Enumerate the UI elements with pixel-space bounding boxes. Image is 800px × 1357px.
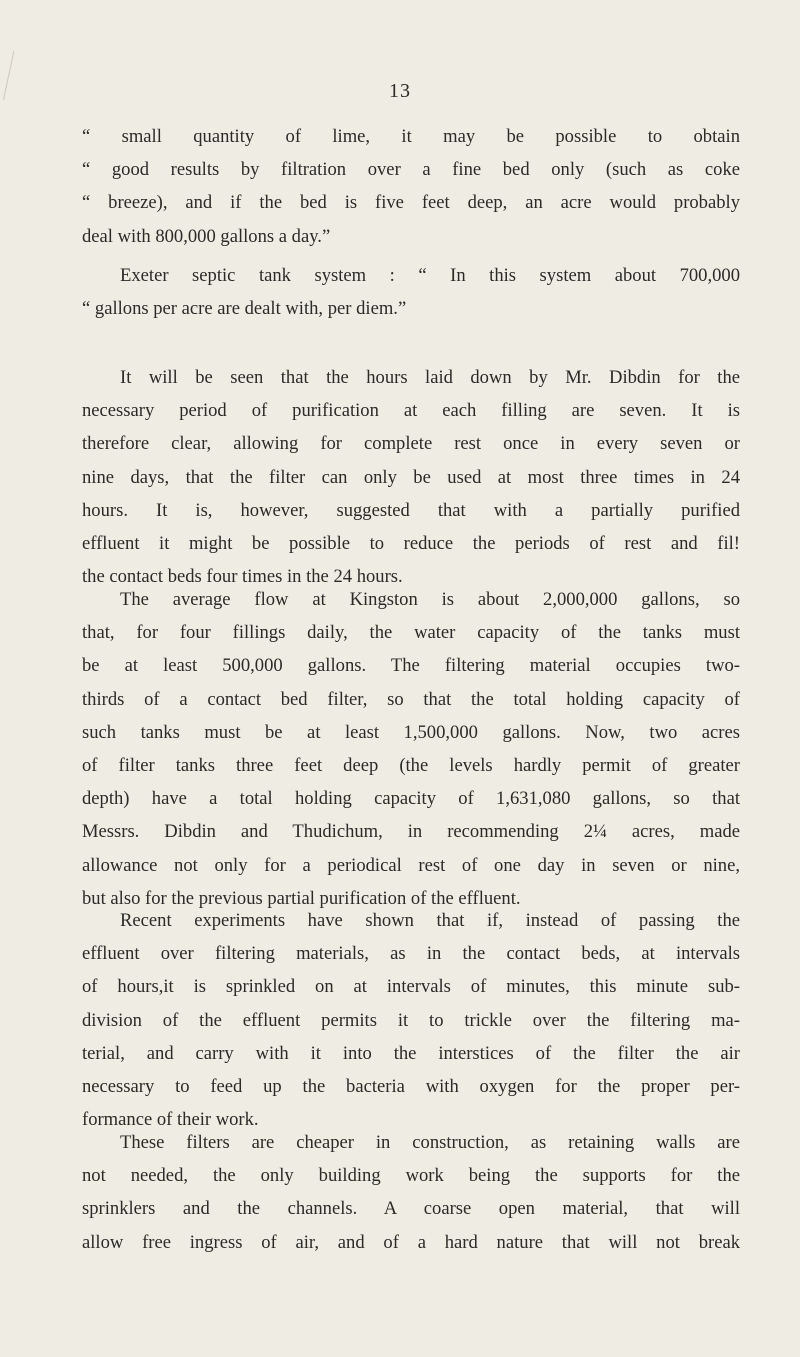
text-line: sprinklers and the channels. A coarse open material, that will	[82, 1198, 740, 1220]
text-line: These filters are cheaper in construction, as retaining walls are	[120, 1132, 740, 1153]
text-line: such tanks must be at least 1,500,000 gallons. Now, two acres	[82, 721, 740, 743]
text-line: necessary to feed up the bacteria with oxygen for the proper per-	[82, 1076, 740, 1098]
text-line: “ breeze), and if the bed is five feet deep, an acre would probably	[82, 192, 740, 214]
paragraph-recent-experiments	[82, 904, 740, 1136]
text-line: Exeter septic tank system : “ In this system about 700,000	[120, 265, 740, 286]
paragraph-filters-cheaper	[82, 1126, 740, 1259]
text-line: the contact beds four times in the 24 hours.	[82, 566, 403, 588]
text-line: allowance not only for a periodical rest of one day in seven or nine,	[82, 854, 740, 876]
text-line: It will be seen that the hours laid down by Mr. Dibdin for the	[120, 367, 740, 388]
text-line: Messrs. Dibdin and Thudichum, in recommending 2¼ acres, made	[82, 821, 740, 843]
text-line: allow free ingress of air, and of a hard nature that will not break	[82, 1231, 740, 1253]
text-line: division of the effluent permits it to trickle over the filtering ma-	[82, 1009, 740, 1031]
text-line: but also for the previous partial purification of the effluent.	[82, 887, 521, 909]
text-line: “ good results by filtration over a fine bed only (such as coke	[82, 159, 740, 181]
text-line: effluent it might be possible to reduce the periods of rest and fil!	[82, 533, 740, 555]
text-line: that, for four fillings daily, the water capacity of the tanks must	[82, 622, 740, 644]
text-line: formance of their work.	[82, 1109, 259, 1131]
paragraph-dibdin-hours	[82, 361, 740, 593]
text-line: nine days, that the filter can only be used at most three times in 24	[82, 466, 740, 488]
text-line: of filter tanks three feet deep (the levels hardly permit of greater	[82, 755, 740, 777]
paragraph-exeter	[82, 259, 740, 325]
text-line: effluent over filtering materials, as in the contact beds, at intervals	[82, 943, 740, 965]
text-line: be at least 500,000 gallons. The filtering material occupies two-	[82, 655, 740, 677]
text-line: “ gallons per acre are dealt with, per diem.”	[82, 298, 407, 320]
paragraph-kingston-flow	[82, 583, 740, 915]
page-number: 13	[389, 80, 411, 102]
paragraph-quote-lime	[82, 120, 740, 253]
text-line: “ small quantity of lime, it may be possible to obtain	[82, 126, 740, 147]
text-line: Recent experiments have shown that if, instead of passing the	[120, 910, 740, 931]
text-line: hours. It is, however, suggested that with a partially purified	[82, 499, 740, 521]
text-line: thirds of a contact bed filter, so that the total holding capacity of	[82, 688, 740, 710]
text-line: therefore clear, allowing for complete rest once in every seven or	[82, 433, 740, 455]
text-line: terial, and carry with it into the interstices of the filter the air	[82, 1042, 740, 1064]
text-line: of hours,it is sprinkled on at intervals of minutes, this minute sub-	[82, 976, 740, 998]
text-line: not needed, the only building work being the supports for the	[82, 1165, 740, 1187]
text-line: deal with 800,000 gallons a day.”	[82, 225, 331, 247]
text-line: necessary period of purification at each filling are seven. It is	[82, 400, 740, 422]
text-line: The average flow at Kingston is about 2,000,000 gallons, so	[120, 589, 740, 610]
text-line: depth) have a total holding capacity of 1,631,080 gallons, so that	[82, 788, 740, 810]
